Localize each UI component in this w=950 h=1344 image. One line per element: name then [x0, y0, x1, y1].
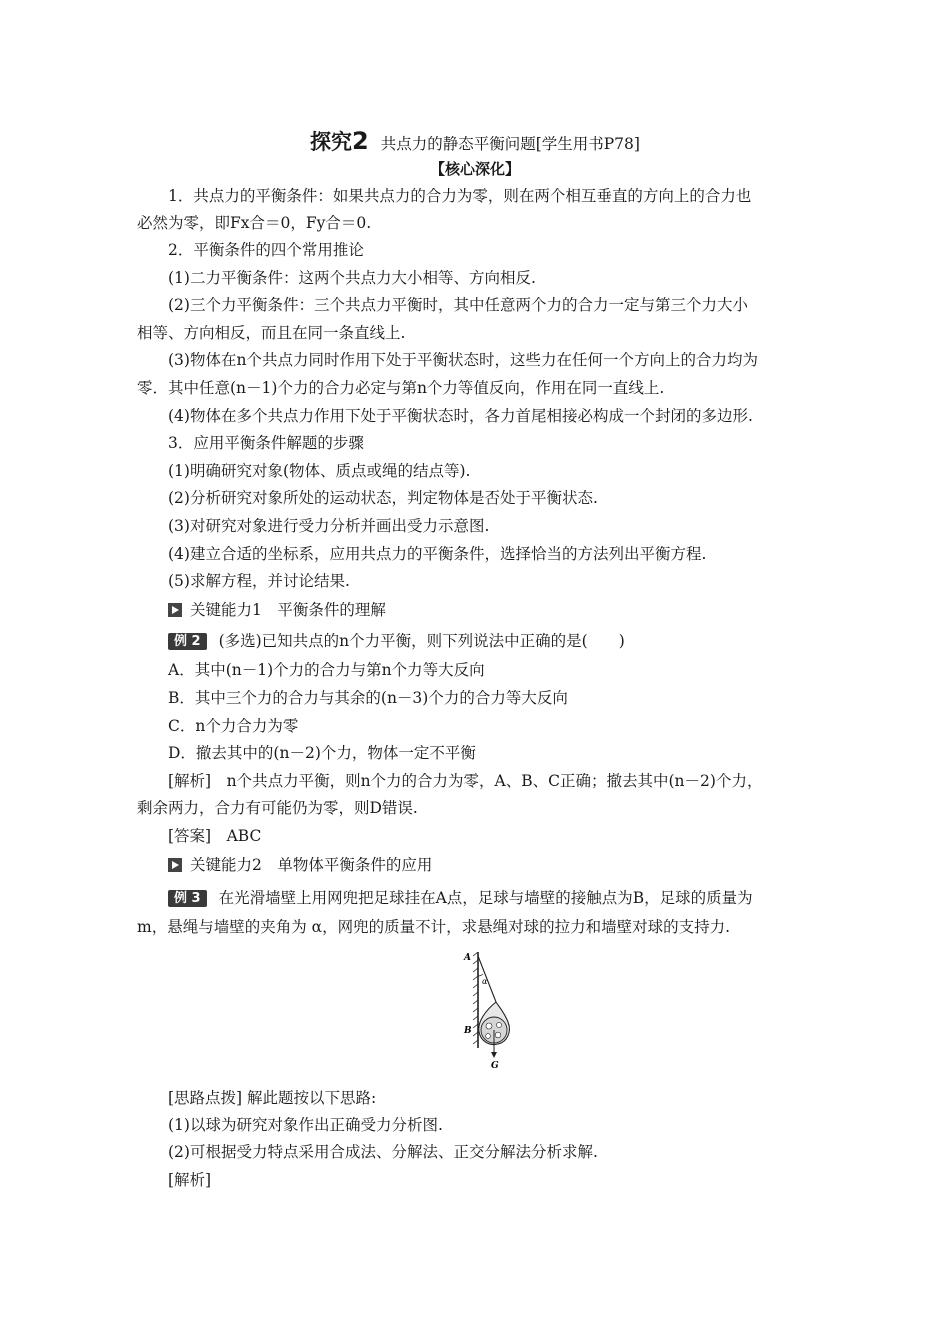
hint-line: [思路点拨] 解此题按以下思路:: [168, 1089, 377, 1107]
section-label: 【核心深化】: [429, 160, 520, 178]
option-d: D．撤去其中的(n－2)个力，物体一定不平衡: [168, 744, 476, 762]
ability-heading-2: [168, 855, 432, 875]
ball-patch: [486, 1023, 492, 1029]
paragraph-line: 必然为零，即Fx合＝0，Fy合＝0.: [137, 214, 372, 232]
paragraph-line: 3．应用平衡条件解题的步骤: [168, 434, 364, 452]
paragraph-line: 相等、方向相反，而且在同一条直线上.: [137, 324, 406, 342]
paragraph-line: (1)明确研究对象(物体、质点或绳的结点等).: [168, 462, 471, 480]
section-title: [310, 126, 640, 156]
paragraph-line: 1．共点力的平衡条件：如果共点力的合力为零，则在两个相互垂直的方向上的合力也: [168, 187, 752, 205]
title-subtitle: 共点力的静态平衡问题[学生用书P78]: [380, 135, 640, 153]
ball-patch: [496, 1022, 501, 1027]
paragraph-line: 零．其中任意(n－1)个力的合力必定与第n个力等值反向，作用在同一直线上.: [137, 379, 665, 397]
paragraph-line: 2．平衡条件的四个常用推论: [168, 241, 364, 259]
example-badge: 例 3: [168, 890, 207, 907]
label-g: G: [491, 1061, 499, 1070]
paragraph-line: (4)建立合适的坐标系，应用共点力的平衡条件，选择恰当的方法列出平衡方程.: [168, 545, 707, 563]
wall-ball-figure: [462, 948, 542, 1070]
paragraph-line: (2)分析研究对象所处的运动状态，判定物体是否处于平衡状态.: [168, 489, 598, 507]
ability-label: 关键能力1 平衡条件的理解: [190, 601, 386, 619]
example-stem-line: m，悬绳与墙壁的夹角为 α，网兜的质量不计，求悬绳对球的拉力和墙壁对球的支持力.: [137, 918, 731, 936]
ability-heading-1: [168, 600, 386, 620]
label-a: A: [464, 953, 471, 963]
gravity-arrowhead: [491, 1052, 497, 1058]
option-c: C．n个力合力为零: [168, 717, 299, 735]
ball-patch: [495, 1032, 501, 1038]
example-3-stem: [168, 888, 753, 908]
play-triangle-icon: [168, 603, 182, 617]
example-2-stem: [168, 631, 625, 651]
example-stem: (多选)已知共点的n个力平衡，则下列说法中正确的是( ): [218, 632, 625, 650]
option-b: B．其中三个力的合力与其余的(n－3)个力的合力等大反向: [168, 689, 568, 707]
ball-patch: [486, 1034, 491, 1039]
example-badge: 例 2: [168, 633, 207, 650]
paragraph-line: (2)三个力平衡条件：三个共点力平衡时，其中任意两个力的合力一定与第三个力大小: [168, 296, 748, 314]
title-main: 探究: [310, 130, 352, 154]
wall-hatching: [473, 952, 478, 1048]
paragraph-line: (5)求解方程，并讨论结果.: [168, 572, 350, 590]
paragraph-line: (1)二力平衡条件：这两个共点力大小相等、方向相反.: [168, 269, 536, 287]
ability-label: 关键能力2 单物体平衡条件的应用: [190, 856, 433, 874]
option-a: A．其中(n－1)个力的合力与第n个力等大反向: [168, 661, 485, 679]
analysis-line: 剩余两力，合力有可能仍为零，则D错误.: [137, 799, 418, 817]
hint-line: (1)以球为研究对象作出正确受力分析图.: [168, 1116, 443, 1134]
paragraph-line: (3)物体在n个共点力同时作用下处于平衡状态时，这些力在任何一个方向上的合力均为: [168, 351, 758, 369]
title-number: 2: [352, 127, 369, 155]
label-b: B: [464, 1026, 472, 1036]
example-stem: 在光滑墙壁上用网兜把足球挂在A点，足球与墙壁的接触点为B，足球的质量为: [218, 889, 753, 907]
hint-line: (2)可根据受力特点采用合成法、分解法、正交分解法分析求解.: [168, 1143, 598, 1161]
paragraph-line: (4)物体在多个共点力作用下处于平衡状态时，各力首尾相接必构成一个封闭的多边形.: [168, 407, 753, 425]
analysis-label: [解析]: [168, 1171, 212, 1189]
analysis-line: [解析] n个共点力平衡，则n个力的合力为零，A、B、C正确；撤去其中(n－2)个力，: [168, 772, 763, 790]
play-triangle-icon: [168, 858, 182, 872]
answer-line: [答案] ABC: [168, 827, 262, 845]
paragraph-line: (3)对研究对象进行受力分析并画出受力示意图.: [168, 517, 490, 535]
label-alpha: α: [482, 977, 488, 986]
